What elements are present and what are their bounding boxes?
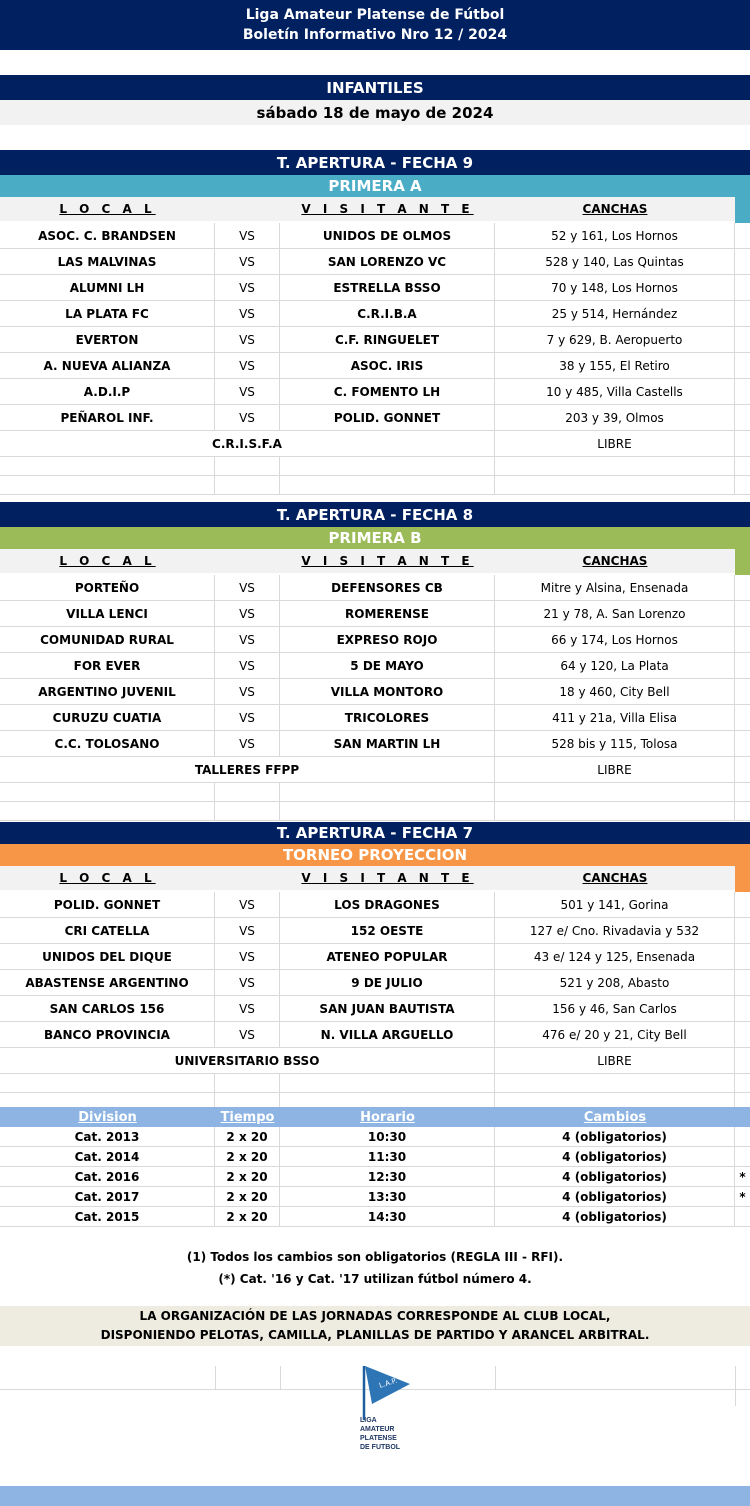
- local-team: SAN CARLOS 156: [0, 996, 215, 1021]
- division-banner: PRIMERA A: [0, 175, 750, 197]
- match-row: [0, 601, 750, 627]
- note-substitutions: (1) Todos los cambios son obligatorios (REGLA III - RFI).: [186, 1250, 564, 1264]
- empty-cell: [280, 1074, 495, 1092]
- schedule-row: [0, 1207, 750, 1227]
- field-location: 528 y 140, Las Quintas: [495, 249, 735, 274]
- column-header-canchas: CANCHAS: [582, 554, 648, 568]
- logo-line-3: PLATENSE: [360, 1435, 397, 1442]
- field-location: 521 y 208, Abasto: [495, 970, 735, 995]
- local-team: LAS MALVINAS: [0, 249, 215, 274]
- field-location: 528 bis y 115, Tolosa: [495, 731, 735, 756]
- match-row: [0, 627, 750, 653]
- local-team: BANCO PROVINCIA: [0, 1022, 215, 1047]
- match-row: [0, 892, 750, 918]
- field-location: 411 y 21a, Villa Elisa: [495, 705, 735, 730]
- local-team: ALUMNI LH: [0, 275, 215, 300]
- schedule-footnote-mark: [735, 1147, 750, 1166]
- vs-label: VS: [215, 275, 280, 300]
- empty-cell: [0, 457, 215, 475]
- empty-cell: [215, 476, 280, 494]
- schedule-cambios: 4 (obligatorios): [495, 1187, 735, 1206]
- organization-notice: [0, 1306, 750, 1346]
- match-row: [0, 679, 750, 705]
- schedule-row: [0, 1147, 750, 1167]
- empty-cell: [495, 783, 735, 801]
- column-header-local: L O C A L: [59, 202, 156, 216]
- vs-label: VS: [215, 892, 280, 917]
- visiting-team: N. VILLA ARGUELLO: [280, 1022, 495, 1047]
- vs-label: VS: [215, 679, 280, 704]
- field-location: 10 y 485, Villa Castells: [495, 379, 735, 404]
- schedule-header: [0, 1107, 750, 1127]
- column-header-row: [0, 549, 735, 573]
- local-team: A.D.I.P: [0, 379, 215, 404]
- field-location: 476 e/ 20 y 21, City Bell: [495, 1022, 735, 1047]
- visiting-team: SAN JUAN BAUTISTA: [280, 996, 495, 1021]
- schedule-row: [0, 1187, 750, 1207]
- schedule-horario: 12:30: [280, 1167, 495, 1186]
- visiting-team: POLID. GONNET: [280, 405, 495, 430]
- bye-label: LIBRE: [495, 1048, 735, 1073]
- empty-cell: [215, 783, 280, 801]
- field-location: 18 y 460, City Bell: [495, 679, 735, 704]
- schedule-tiempo: 2 x 20: [215, 1127, 280, 1146]
- schedule-tiempo: 2 x 20: [215, 1187, 280, 1206]
- vs-label: VS: [215, 705, 280, 730]
- schedule-division: Cat. 2016: [0, 1167, 215, 1186]
- visiting-team: VILLA MONTORO: [280, 679, 495, 704]
- visiting-team: 9 DE JULIO: [280, 970, 495, 995]
- visiting-team: C.F. RINGUELET: [280, 327, 495, 352]
- vs-label: VS: [215, 223, 280, 248]
- field-location: Mitre y Alsina, Ensenada: [495, 575, 735, 600]
- vs-label: VS: [215, 731, 280, 756]
- empty-row: [0, 476, 750, 495]
- empty-cell: [280, 476, 495, 494]
- visiting-team: ATENEO POPULAR: [280, 944, 495, 969]
- date-banner: sábado 18 de mayo de 2024: [0, 100, 750, 125]
- empty-row: [0, 1074, 750, 1093]
- division-color-strip: [735, 549, 750, 575]
- organization-line-2: DISPONIENDO PELOTAS, CAMILLA, PLANILLAS DE PARTIDO Y ARANCEL ARBITRAL.: [100, 1328, 650, 1342]
- vs-label: VS: [215, 575, 280, 600]
- schedule-tiempo: 2 x 20: [215, 1207, 280, 1226]
- empty-cell: [0, 783, 215, 801]
- local-team: UNIDOS DEL DIQUE: [0, 944, 215, 969]
- division-color-strip: [735, 197, 750, 223]
- visiting-team: ASOC. IRIS: [280, 353, 495, 378]
- vs-label: VS: [215, 353, 280, 378]
- column-header-canchas: CANCHAS: [582, 202, 648, 216]
- empty-cell: [0, 1074, 215, 1092]
- local-team: EVERTON: [0, 327, 215, 352]
- schedule-footnote-mark: *: [739, 1169, 746, 1184]
- flag-icon: [358, 1362, 428, 1422]
- match-row: [0, 1022, 750, 1048]
- visiting-team: C.R.I.B.A: [280, 301, 495, 326]
- note-ball-size: (*) Cat. '16 y Cat. '17 utilizan fútbol número 4.: [218, 1272, 532, 1286]
- column-header-canchas: CANCHAS: [582, 871, 648, 885]
- schedule-tiempo: 2 x 20: [215, 1167, 280, 1186]
- empty-cell: [495, 476, 735, 494]
- schedule-header-cambios: Cambios: [583, 1109, 647, 1125]
- schedule-division: Cat. 2013: [0, 1127, 215, 1146]
- field-location: 38 y 155, El Retiro: [495, 353, 735, 378]
- visiting-team: DEFENSORES CB: [280, 575, 495, 600]
- schedule-row: [0, 1167, 750, 1187]
- visiting-team: TRICOLORES: [280, 705, 495, 730]
- match-row: [0, 379, 750, 405]
- bye-team: TALLERES FFPP: [0, 757, 495, 782]
- empty-cell: [495, 457, 735, 475]
- empty-cell: [280, 783, 495, 801]
- match-row: [0, 327, 750, 353]
- league-logo: [358, 1362, 428, 1462]
- visiting-team: LOS DRAGONES: [280, 892, 495, 917]
- logo-line-4: DE FUTBOL: [360, 1444, 401, 1451]
- bye-row: [0, 431, 750, 457]
- match-row: [0, 405, 750, 431]
- match-row: [0, 705, 750, 731]
- local-team: CRI CATELLA: [0, 918, 215, 943]
- match-row: [0, 996, 750, 1022]
- schedule-footnote-mark: *: [739, 1189, 746, 1204]
- local-team: C.C. TOLOSANO: [0, 731, 215, 756]
- vs-label: VS: [215, 918, 280, 943]
- vs-label: VS: [215, 249, 280, 274]
- empty-row: [0, 457, 750, 476]
- division-color-strip: [735, 866, 750, 892]
- empty-row: [0, 783, 750, 802]
- local-team: VILLA LENCI: [0, 601, 215, 626]
- schedule-division: Cat. 2014: [0, 1147, 215, 1166]
- local-team: ASOC. C. BRANDSEN: [0, 223, 215, 248]
- schedule-footnote-mark: [735, 1207, 750, 1226]
- footer-band: [0, 1486, 750, 1506]
- column-header-row: [0, 866, 735, 890]
- vs-label: VS: [215, 653, 280, 678]
- field-location: 25 y 514, Hernández: [495, 301, 735, 326]
- bulletin-number: Boletín Informativo Nro 12 / 2024: [242, 27, 508, 43]
- visiting-team: 152 OESTE: [280, 918, 495, 943]
- match-row: [0, 575, 750, 601]
- empty-cell: [0, 802, 215, 820]
- schedule-cambios: 4 (obligatorios): [495, 1147, 735, 1166]
- schedule-tiempo: 2 x 20: [215, 1147, 280, 1166]
- column-header-visitante: V I S I T A N T E: [301, 554, 474, 568]
- empty-cell: [280, 802, 495, 820]
- vs-label: VS: [215, 996, 280, 1021]
- match-row: [0, 918, 750, 944]
- local-team: COMUNIDAD RURAL: [0, 627, 215, 652]
- schedule-division: Cat. 2015: [0, 1207, 215, 1226]
- column-header-local: L O C A L: [59, 554, 156, 568]
- match-row: [0, 653, 750, 679]
- visiting-team: EXPRESO ROJO: [280, 627, 495, 652]
- schedule-header-division: Division: [78, 1109, 137, 1125]
- category-banner: INFANTILES: [0, 75, 750, 100]
- visiting-team: ROMERENSE: [280, 601, 495, 626]
- section-title: T. APERTURA - FECHA 8: [0, 502, 750, 527]
- schedule-horario: 10:30: [280, 1127, 495, 1146]
- column-header-visitante: V I S I T A N T E: [301, 202, 474, 216]
- schedule-header-tiempo: Tiempo: [220, 1109, 275, 1125]
- match-row: [0, 275, 750, 301]
- local-team: POLID. GONNET: [0, 892, 215, 917]
- empty-cell: [495, 802, 735, 820]
- match-row: [0, 731, 750, 757]
- empty-cell: [495, 1074, 735, 1092]
- field-location: 70 y 148, Los Hornos: [495, 275, 735, 300]
- schedule-footnote-mark: [735, 1127, 750, 1146]
- local-team: FOR EVER: [0, 653, 215, 678]
- vs-label: VS: [215, 1022, 280, 1047]
- column-header-visitante: V I S I T A N T E: [301, 871, 474, 885]
- field-location: 52 y 161, Los Hornos: [495, 223, 735, 248]
- league-name: Liga Amateur Platense de Fútbol: [245, 7, 505, 23]
- empty-cell: [280, 457, 495, 475]
- field-location: 501 y 141, Gorina: [495, 892, 735, 917]
- match-row: [0, 301, 750, 327]
- local-team: LA PLATA FC: [0, 301, 215, 326]
- local-team: ABASTENSE ARGENTINO: [0, 970, 215, 995]
- vs-label: VS: [215, 405, 280, 430]
- match-row: [0, 970, 750, 996]
- visiting-team: 5 DE MAYO: [280, 653, 495, 678]
- schedule-horario: 11:30: [280, 1147, 495, 1166]
- division-banner: TORNEO PROYECCION: [0, 844, 750, 866]
- local-team: PORTEÑO: [0, 575, 215, 600]
- schedule-cambios: 4 (obligatorios): [495, 1207, 735, 1226]
- visiting-team: SAN MARTIN LH: [280, 731, 495, 756]
- empty-cell: [215, 1074, 280, 1092]
- field-location: 43 e/ 124 y 125, Ensenada: [495, 944, 735, 969]
- field-location: 156 y 46, San Carlos: [495, 996, 735, 1021]
- schedule-division: Cat. 2017: [0, 1187, 215, 1206]
- local-team: PEÑAROL INF.: [0, 405, 215, 430]
- column-header-row: [0, 197, 735, 221]
- bye-team: C.R.I.S.F.A: [0, 431, 495, 456]
- schedule-cambios: 4 (obligatorios): [495, 1167, 735, 1186]
- local-team: ARGENTINO JUVENIL: [0, 679, 215, 704]
- match-row: [0, 944, 750, 970]
- vs-label: VS: [215, 944, 280, 969]
- vs-label: VS: [215, 970, 280, 995]
- field-location: 127 e/ Cno. Rivadavia y 532: [495, 918, 735, 943]
- column-header-local: L O C A L: [59, 871, 156, 885]
- vs-label: VS: [215, 627, 280, 652]
- match-row: [0, 249, 750, 275]
- field-location: 64 y 120, La Plata: [495, 653, 735, 678]
- flag-lettering: L.A.P.: [378, 1376, 399, 1390]
- division-banner: PRIMERA B: [0, 527, 750, 549]
- schedule-row: [0, 1127, 750, 1147]
- visiting-team: ESTRELLA BSSO: [280, 275, 495, 300]
- vs-label: VS: [215, 301, 280, 326]
- section-title: T. APERTURA - FECHA 7: [0, 822, 750, 844]
- empty-cell: [0, 476, 215, 494]
- bye-team: UNIVERSITARIO BSSO: [0, 1048, 495, 1073]
- bye-row: [0, 1048, 750, 1074]
- visiting-team: SAN LORENZO VC: [280, 249, 495, 274]
- logo-line-2: AMATEUR: [360, 1426, 395, 1433]
- field-location: 66 y 174, Los Hornos: [495, 627, 735, 652]
- empty-row: [0, 802, 750, 821]
- bye-label: LIBRE: [495, 757, 735, 782]
- schedule-horario: 13:30: [280, 1187, 495, 1206]
- local-team: A. NUEVA ALIANZA: [0, 353, 215, 378]
- match-row: [0, 353, 750, 379]
- match-row: [0, 223, 750, 249]
- empty-cell: [215, 457, 280, 475]
- visiting-team: C. FOMENTO LH: [280, 379, 495, 404]
- vs-label: VS: [215, 327, 280, 352]
- schedule-horario: 14:30: [280, 1207, 495, 1226]
- vs-label: VS: [215, 379, 280, 404]
- section-title: T. APERTURA - FECHA 9: [0, 150, 750, 175]
- logo-line-1: LIGA: [360, 1417, 377, 1424]
- local-team: CURUZU CUATIA: [0, 705, 215, 730]
- schedule-header-horario: Horario: [360, 1109, 415, 1125]
- bye-label: LIBRE: [495, 431, 735, 456]
- schedule-cambios: 4 (obligatorios): [495, 1127, 735, 1146]
- visiting-team: UNIDOS DE OLMOS: [280, 223, 495, 248]
- field-location: 21 y 78, A. San Lorenzo: [495, 601, 735, 626]
- vs-label: VS: [215, 601, 280, 626]
- bulletin-header: [0, 0, 750, 50]
- field-location: 203 y 39, Olmos: [495, 405, 735, 430]
- empty-cell: [215, 802, 280, 820]
- bye-row: [0, 757, 750, 783]
- field-location: 7 y 629, B. Aeropuerto: [495, 327, 735, 352]
- organization-line-1: LA ORGANIZACIÓN DE LAS JORNADAS CORRESPONDE AL CLUB LOCAL,: [139, 1309, 611, 1323]
